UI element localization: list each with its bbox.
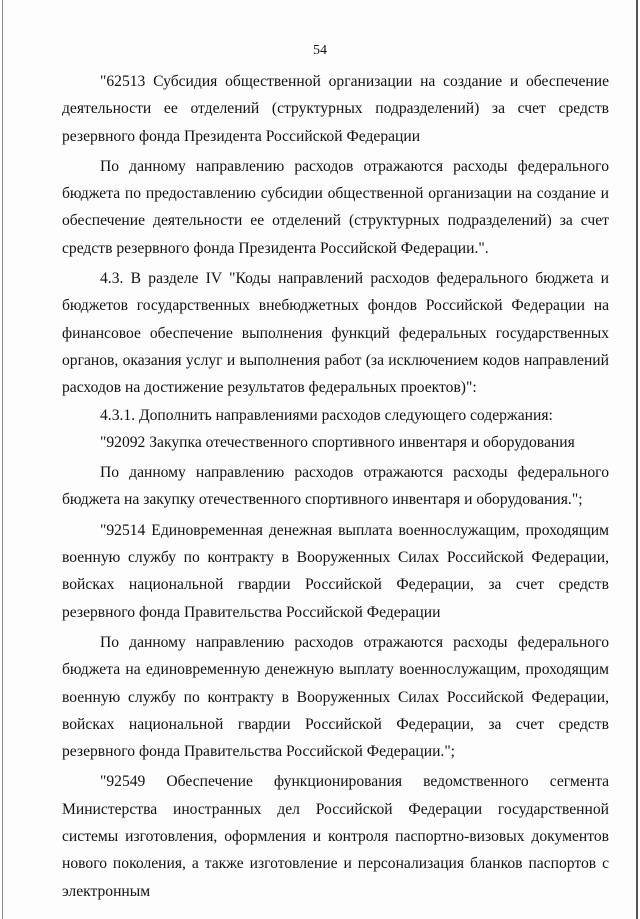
paragraph-4-3: 4.3. В разделе IV "Коды направлений расходов федерального бюджета и бюджетов государственных внебюджетных фондов Российской Федерации на финансовое обеспечение выполнения функций федеральных государственных органов, оказания услуг и выполнения работ (за исключением кодов направлений расходов на достижение результатов федеральных проектов)":	[62, 270, 609, 397]
paragraph-92092-description: По данному направлению расходов отражаются расходы федерального бюджета на закупку отечественного спортивного инвентаря и оборудования.";	[62, 464, 609, 509]
scan-left-edge	[2, 0, 3, 919]
paragraph-92514-description: По данному направлению расходов отражаются расходы федерального бюджета на единовременную денежную выплату военнослужащим, проходящим военную службу по контракту в Вооруженных Силах Российской Федерации, войсках национальной гвардии Российской Федерации, за счет средств резервного фонда Правительства Российской Федерации.";	[62, 633, 609, 761]
page-number: 54	[313, 43, 327, 58]
paragraph-62513-title: "62513 Субсидия общественной организации на создание и обеспечение деятельности ее отделений (структурных подразделений) за счет средств резервного фонда Президента Российской Федерации	[62, 73, 609, 145]
paragraph-92549-title: "92549 Обеспечение функционирования ведомственного сегмента Министерства иностранных дел Российской Федерации государственной системы изготовления, оформления и контроля паспортно-визовых документов нового поколения, а также изготовление и персонализация бланков паспортов с электронным	[62, 773, 609, 900]
paragraph-92514-title: "92514 Единовременная денежная выплата военнослужащим, проходящим военную службу по контракту в Вооруженных Силах Российской Федерации, войсках национальной гвардии Российской Федерации, за счет средств резервного фонда Правительства Российской Федерации	[62, 521, 609, 621]
document-body	[62, 68, 609, 905]
paragraph-62513-description: По данному направлению расходов отражаются расходы федерального бюджета по предоставлению субсидии общественной организации на создание и обеспечение деятельности ее отделений (структурных подразделений) за счет средств резервного фонда Президента Российской Федерации.".	[62, 157, 609, 257]
paragraph-4-3-1: 4.3.1. Дополнить направлениями расходов следующего содержания:	[100, 406, 553, 424]
scan-right-edge	[636, 0, 638, 919]
paragraph-92092-title: "92092 Закупка отечественного спортивного инвентаря и оборудования	[100, 433, 575, 451]
